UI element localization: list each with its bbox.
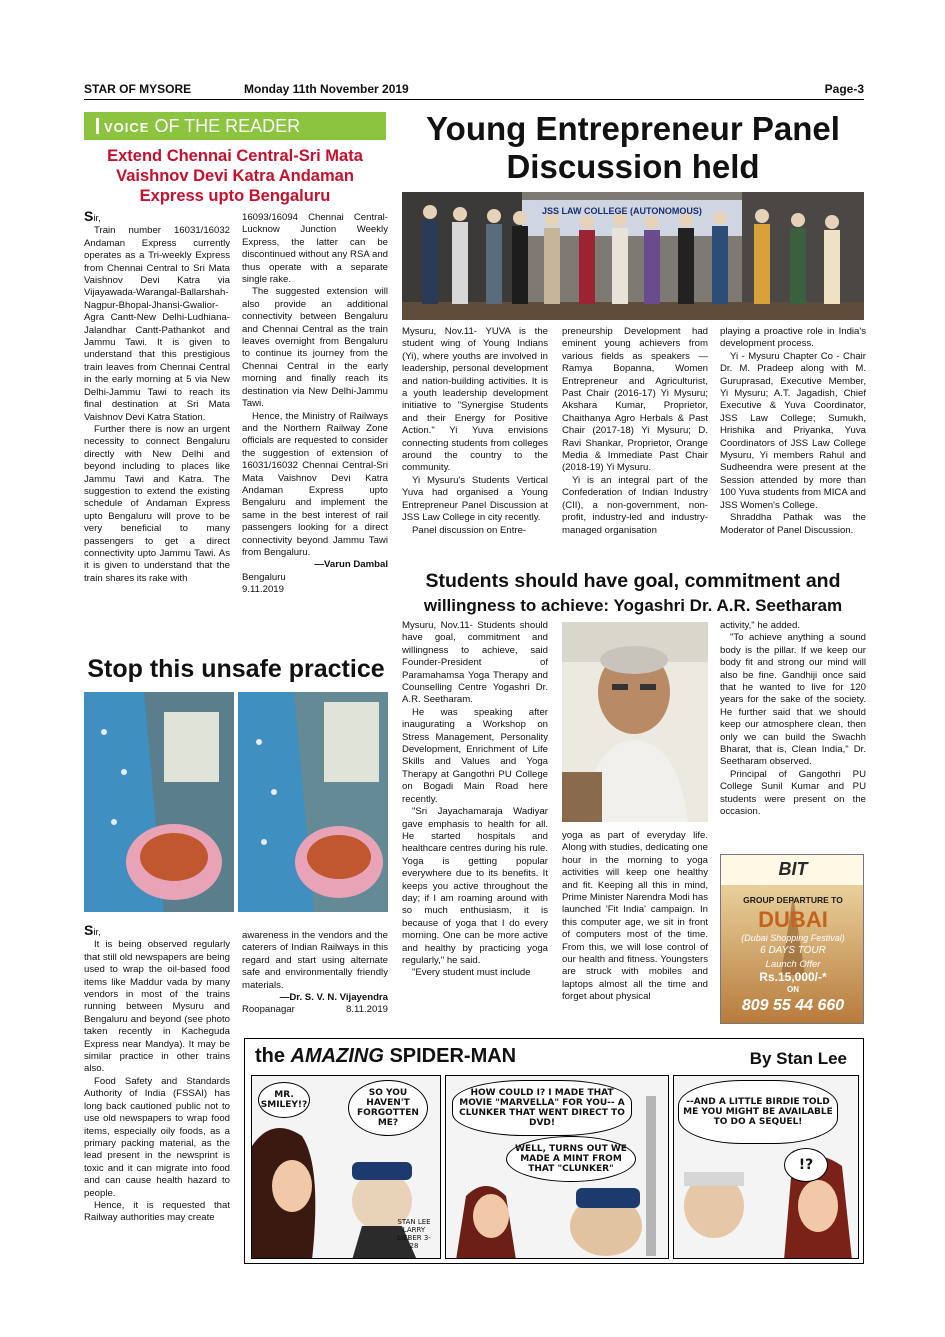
yoga-headline-line2: willingness to achieve: Yogashri Dr. A.R. Seetharam (423, 596, 843, 615)
paragraph: He was speaking after inaugurating a Workshop on Stress Management, Personality Development, Enrichment of Life Skills and Values and Yoga Therapy at Gangothri PU College on Bogadi Main Road here recently. (402, 706, 548, 805)
bit-dubai-advertisement[interactable] (720, 854, 864, 1024)
ad-price: Rs.15,000/-* (759, 970, 827, 984)
comic-panel-2 (445, 1075, 669, 1259)
signature: —Dr. S. V. N. Vijayendra (279, 992, 388, 1004)
banner-label: VOICE OF THE READER (104, 116, 301, 136)
issue-date: Monday 11th November 2019 (244, 82, 409, 96)
paragraph: "To achieve anything a sound body is the pillar. If we keep our body fit and strong our mind will also be fine. Gandhiji once said that he wanted to live for 120 years for the sake of the society. He further said that we should keep our atmosphere clean, then only we can build the Swachh Bharat, that is, Clean India," Dr. Seetharam observed. (720, 632, 866, 768)
photo-graphic (84, 692, 388, 912)
speech-bubble-6: !? (784, 1148, 828, 1182)
ad-line3: 6 DAYS TOUR (760, 945, 826, 956)
unsafe-headline: Stop this unsafe practice (87, 655, 385, 683)
paragraph: activity," he added. (720, 620, 801, 631)
signature: —Varun Dambal (314, 559, 388, 571)
paragraph: "Every student must include (412, 967, 531, 979)
ad-destination: DUBAI (758, 907, 828, 932)
yoga-column-2 (562, 830, 708, 1004)
portrait-graphic (562, 622, 708, 822)
paragraph: playing a proactive role in India's development process. (720, 326, 866, 350)
paragraph: Principal of Gangothri PU College Sunil Kumar and PU students were present on the occasion. (720, 768, 866, 818)
panel-group-photo (402, 192, 864, 320)
speech-bubble-4: WELL, TURNS OUT WE MADE A MINT FROM THAT "CLUNKER" (506, 1136, 636, 1182)
paragraph: It is being observed regularly that still old newspapers are being used to wrap the oil-based food items like Maddur vada by many vendors in most of the trains running between Mysuru and Bengaluru and beyond (see photo taken recently in Kacheguda Express near Mandya). It may be similar practice in other trains also. (84, 939, 230, 1075)
paragraph: Mysuru, Nov.11- Students should have goal, commitment and willingness to achieve, said Founder-President of Paramahamsa Yoga Therapy and Counselling Centre Yogashri Dr. A.R. Seetharam. (402, 620, 548, 706)
seetharam-portrait-photo (562, 622, 708, 822)
paragraph: Panel discussion on Entre- (412, 524, 527, 536)
speech-bubble-1: MR. SMILEY!? (258, 1082, 310, 1118)
place: Bengaluru (242, 571, 286, 583)
paragraph: preneurship Development had eminent young achievers from various fields as speakers — Ramya Bopanna, Women Entrepreneur and Agriculturist, Past Chair (2016-17) Yi Mysuru; Akshara Kumar, Proprietor, Chaithanya Agro Herbals & Past Chair (2017-18) Yi Mysuru; D. Ravi Shankar, Proprietor, Orange Media & Immediate Past Chair (2018-19) Yi Mysuru. (562, 326, 708, 474)
yuva-column-1 (402, 326, 548, 537)
paragraph: 16093/16094 Chennai Central-Lucknow Junction Weekly Express, the latter can be discontinued without any RSA and thus operate with a separate single rake. (242, 212, 388, 286)
paragraph: Yi is an integral part of the Confederation of Indian Industry (CII), a non-government, non-profit, industry-led and industry-managed organisation (562, 474, 708, 536)
ad-brand: BIT (778, 859, 808, 879)
paragraph: Shraddha Pathak was the Moderator of Panel Discussion. (720, 512, 866, 536)
banner-text: JSS LAW COLLEGE (AUTONOMOUS) (542, 206, 702, 216)
voice-column-2 (242, 212, 388, 597)
yoga-headline-line1: Students should have goal, commitment and (425, 570, 841, 592)
newspaper-wrapped-food-photo (84, 692, 388, 912)
paragraph: Train number 16031/16032 Andaman Express currently operates as a Tri-weekly Express from Chennai Central to Sri Mata Vaishnov Devi Katra via Vijayawada-Warangal-Ballarshah-Nagpur-Bhopal-Jhansi-Gwalior-Agra Cantt-New Delhi-Ludhiana-Jalandhar Cantt-Pathankot and Jammu Tawi. It is given to understand that this prestigious train leaves from Chennai Central in the early morning at 5 via New Delhi-Jammu Tawi to reach its final destination at Sri Mata Vaishnov Devi Katra Station. (84, 225, 230, 423)
paragraph: Hence, it is requested that Railway authorities may create (84, 1199, 230, 1224)
yoga-column-1 (402, 620, 548, 980)
voice-column-1 (84, 210, 230, 585)
paragraph: Hence, the Ministry of Railways and the Northern Railway Zone officials are requested to consider the suggestion of extension of 16031/16032 Chennai Central-Sri Mata Vaishnov Devi Katra Andaman Express upto Bengaluru and implement the same in the best interest of rail passengers looking for a direct connectivity beyond Jammu Tawi from Bengaluru. (242, 410, 388, 558)
page-header (84, 80, 864, 100)
ad-phone: 809 55 44 660 (741, 997, 845, 1014)
yuva-column-2 (562, 326, 708, 537)
comic-panel-1 (251, 1075, 441, 1259)
ad-line1: GROUP DEPARTURE TO (743, 895, 843, 905)
paragraph: awareness in the vendors and the caterers of Indian Railways in this regard and start using alternate safe and environmentally friendly materials. (242, 930, 388, 991)
comic-byline: By Stan Lee (749, 1049, 847, 1068)
paragraph: Mysuru, Nov.11- YUVA is the student wing of Young Indians (Yi), where youths are involved in leadership, personal development and nation-building activities. It is a youth leadership development initiative to "Synergise Students and their Energy for Positive Action." Yi Yuva envisions connecting students from colleges around the country to the community. (402, 326, 548, 474)
comic-title: the AMAZING SPIDER-MAN (255, 1045, 517, 1067)
artist-credit: STAN LEE LARRY LIEBER 3-28 (397, 1218, 431, 1250)
speech-bubble-3: HOW COULD I? I MADE THAT MOVIE "MARVELLA" FOR YOU-- A CLUNKER THAT WENT DIRECT TO DVD! (452, 1080, 632, 1136)
salutation: Sir, (84, 922, 101, 938)
spider-man-comic-strip (244, 1038, 864, 1264)
voice-of-reader-banner (84, 112, 386, 140)
place-date: Roopanagar 8.11.2019 (242, 1004, 388, 1016)
paragraph: Yi - Mysuru Chapter Co - Chair Dr. M. Pradeep along with M. Guruprasad, Executive Member, Yi Mysuru; A.T. Jagadish, Chief Executive & Yuva Coordinator, JSS Law College; Sumukh, Hrishika and Priyanka, Yuva Coordinators of JSS Law College Mysuru, Yi members Rahul and Sudheendra were present at the Session attended by more than 100 Yuva students from MICA and JSS Women's College. (720, 350, 866, 511)
unsafe-column-1 (84, 924, 230, 1225)
paper-name: STAR OF MYSORE (84, 82, 192, 96)
speech-bubble-2: SO YOU HAVEN'T FORGOTTEN ME? (348, 1080, 428, 1136)
speech-bubble-5: --AND A LITTLE BIRDIE TOLD ME YOU MIGHT BE AVAILABLE TO DO A SEQUEL! (678, 1080, 838, 1144)
comic-panel-3 (673, 1075, 859, 1259)
yoga-column-3 (720, 620, 866, 819)
banner-bar (96, 118, 99, 134)
ad-line4: Launch Offer (765, 959, 821, 970)
paragraph: The suggested extension will also provide an additional connectivity between Bengaluru and Chennai Central as the train leaves overnight from Bengaluru to continue its journey from the Chennai Central in the early morning and finally reach its destination via New Delhi-Jammu Tawi. (242, 286, 388, 410)
ad-line2: (Dubai Shopping Festival) (741, 933, 845, 943)
paragraph: Food Safety and Standards Authority of India (FSSAI) has long back cautioned public not to use old newspapers to wrap food items, especially oily foods, as a primary packing material, as the lead present in the newsprint is toxic and it can migrate into food and can cause health hazard to people. (84, 1075, 230, 1199)
page-number: Page-3 (824, 82, 864, 96)
paragraph: "Sri Jayachamaraja Wadiyar gave emphasis to health for all. He started hospitals and healthcare centres during his rule. Yoga is getting popular everywhere due to its benefits. It keeps you active throughout the day; if I am roaming around with so much enthusiasm, it is because of yoga that I do every morning. One can be more active and healthy by practicing yoga regularly," he said. (402, 806, 548, 966)
yuva-column-3 (720, 326, 866, 537)
paragraph: Further there is now an urgent necessity to connect Bengaluru directly with New Delhi and beyond including to places like Jammu Tawi and Katra. The suggestion to extend the existing schedule of Andaman Express upto Bengaluru will prove to be very beneficial to many passengers to get a direct connectivity upto Jammu Tawi. As it is given to understand that the train shares its rake with (84, 423, 230, 584)
unsafe-column-2 (242, 930, 388, 1017)
salutation: Sir, (84, 208, 101, 224)
ad-line5: ON (787, 985, 799, 994)
yuva-headline: Young Entrepreneur Panel Discussion held (426, 110, 840, 185)
letter-date: 9.11.2019 (242, 584, 284, 596)
paragraph: Yi Mysuru's Students Vertical Yuva had organised a Young Entrepreneur Panel Discussion at JSS Law College in city recently. (402, 474, 548, 524)
voice-headline: Extend Chennai Central-Sri Mata Vaishnov Devi Katra Andaman Express upto Bengaluru (107, 147, 363, 205)
paragraph: yoga as part of everyday life. Along with studies, dedicating one hour in the morning to yoga activities will keep one healthy and fit. Keeping all this in mind, Prime Minister Narendra Modi has launched 'Fit India' campaign. In this computer age, we sit in front of computers most of the time. From this, we will lose control of our health and fitness. Youngsters are struck with mobiles and laptops almost all the time and forget about physical (562, 830, 708, 1003)
